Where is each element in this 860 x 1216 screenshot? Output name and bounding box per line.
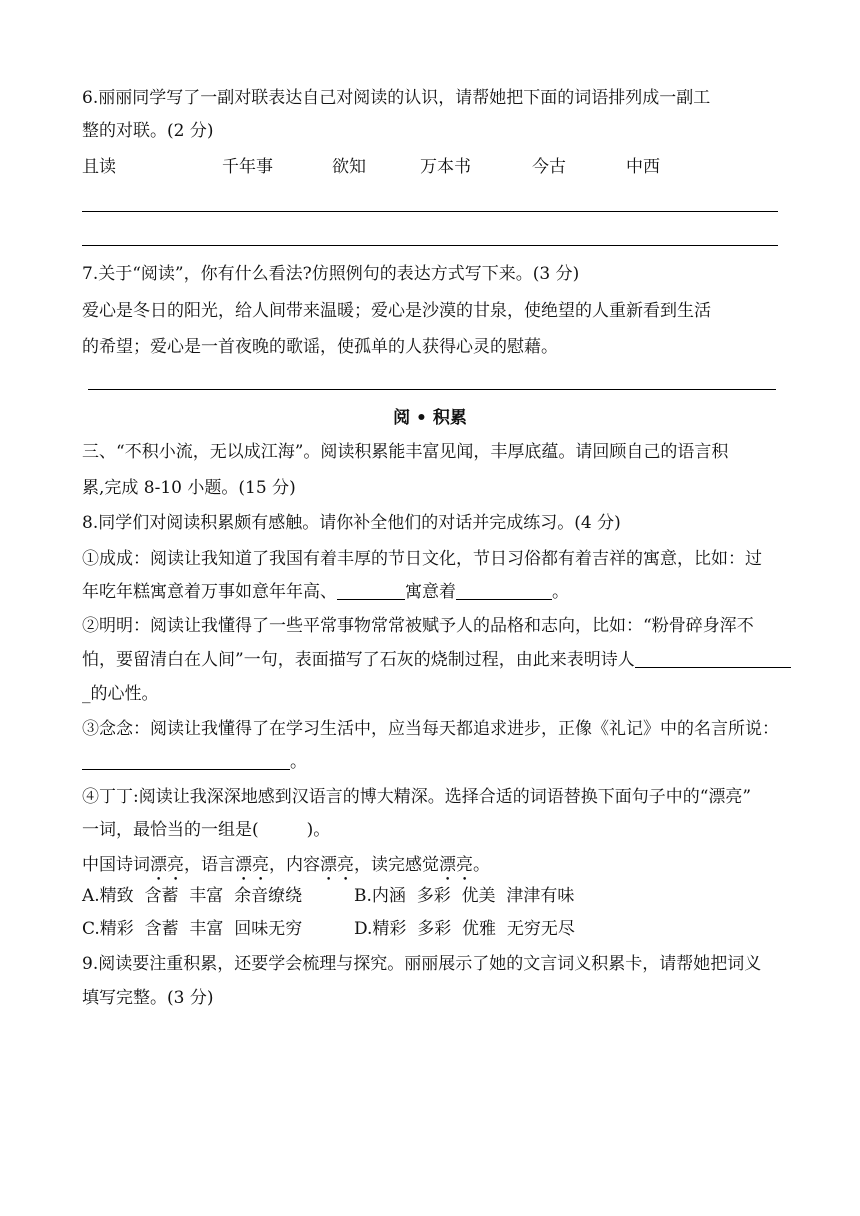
emphasized-word: 漂亮 <box>439 855 473 875</box>
q8-option-a[interactable]: A.精致 含蓄 丰富 余音缭绕 <box>82 886 303 906</box>
emphasized-word: 漂亮 <box>150 855 184 875</box>
q6-word: 欲知 <box>332 157 366 177</box>
q7-example-line1: 爱心是冬日的阳光，给人间带来温暖；爱心是沙漠的甘泉，使绝望的人重新看到生活 <box>82 301 711 321</box>
q6-word: 万本书 <box>420 157 471 177</box>
q6-word: 今古 <box>532 157 566 177</box>
emphasized-word: 漂亮 <box>320 855 354 875</box>
q8-item2-line3: _的心性。 <box>82 684 159 704</box>
q6-line2: 整的对联。(2 分) <box>82 121 214 141</box>
q8-item1-line2: 年吃年糕寓意着万事如意年年高、 寓意着 。 <box>82 582 569 602</box>
q8-item2-line2: 怕，要留清白在人间”一句，表面描写了石灰的烧制过程，由此来表明诗人 <box>82 648 791 672</box>
q8-blank-3[interactable] <box>635 649 791 668</box>
q6-line1: 6.丽丽同学写了一副对联表达自己对阅读的认识，请帮她把下面的词语排列成一副工 <box>82 88 711 108</box>
section-heading: 阅 • 积累 <box>393 408 467 428</box>
q6-word: 中西 <box>626 157 660 177</box>
q8-blank-4[interactable] <box>82 751 290 770</box>
q8-sentence: 中国诗词漂亮，语言漂亮，内容漂亮，读完感觉漂亮。 <box>82 855 490 875</box>
q9-line1: 9.阅读要注重积累，还要学会梳理与探究。丽丽展示了她的文言词义积累卡，请帮她把词义 <box>82 954 762 974</box>
q8-blank-1[interactable] <box>337 581 405 600</box>
section-intro-line1: 三、“不积小流，无以成江海”。阅读积累能丰富见闻，丰厚底蕴。请回顾自己的语言积 <box>82 442 729 462</box>
q8-option-c[interactable]: C.精彩 含蓄 丰富 回味无穷 <box>82 919 303 939</box>
q8-item1-line1: ①成成：阅读让我知道了我国有着丰厚的节日文化，节日习俗都有着吉祥的寓意，比如：过 <box>82 549 762 569</box>
q6-word: 且读 <box>82 157 116 177</box>
q8-title: 8.同学们对阅读积累颇有感触。请你补全他们的对话并完成练习。(4 分) <box>82 513 621 533</box>
q8-option-d[interactable]: D.精彩 多彩 优雅 无穷无尽 <box>354 919 575 939</box>
emphasized-word: 漂亮 <box>235 855 269 875</box>
q7-example-line2: 的希望；爱心是一首夜晚的歌谣，使孤单的人获得心灵的慰藉。 <box>82 337 558 357</box>
q7-answer-line[interactable] <box>88 389 776 390</box>
q8-item3-line1: ③念念：阅读让我懂得了在学习生活中，应当每天都追求进步，正像《礼记》中的名言所说： <box>82 719 779 739</box>
q8-item3-line2: 。 <box>82 750 307 774</box>
section-intro-line2: 累,完成 8-10 小题。(15 分) <box>82 478 296 498</box>
q9-line2: 填写完整。(3 分) <box>82 988 214 1008</box>
q6-word: 千年事 <box>222 157 273 177</box>
q8-blank-2[interactable] <box>456 581 552 600</box>
q8-item2-line1: ②明明：阅读让我懂得了一些平常事物常常被赋予人的品格和志向，比如：“粉骨碎身浑不 <box>82 616 754 636</box>
q6-answer-line[interactable] <box>82 211 778 212</box>
q8-item4-line1: ④丁丁:阅读让我深深地感到汉语言的博大精深。选择合适的词语替换下面句子中的“漂亮” <box>82 787 752 807</box>
q6-word-list <box>82 155 778 179</box>
q6-answer-line[interactable] <box>82 245 778 246</box>
q8-option-b[interactable]: B.内涵 多彩 优美 津津有味 <box>354 886 575 906</box>
q7-title: 7.关于“阅读”，你有什么看法?仿照例句的表达方式写下来。(3 分) <box>82 264 580 284</box>
q8-item4-line2: 一词，最恰当的一组是( )。 <box>82 820 331 840</box>
